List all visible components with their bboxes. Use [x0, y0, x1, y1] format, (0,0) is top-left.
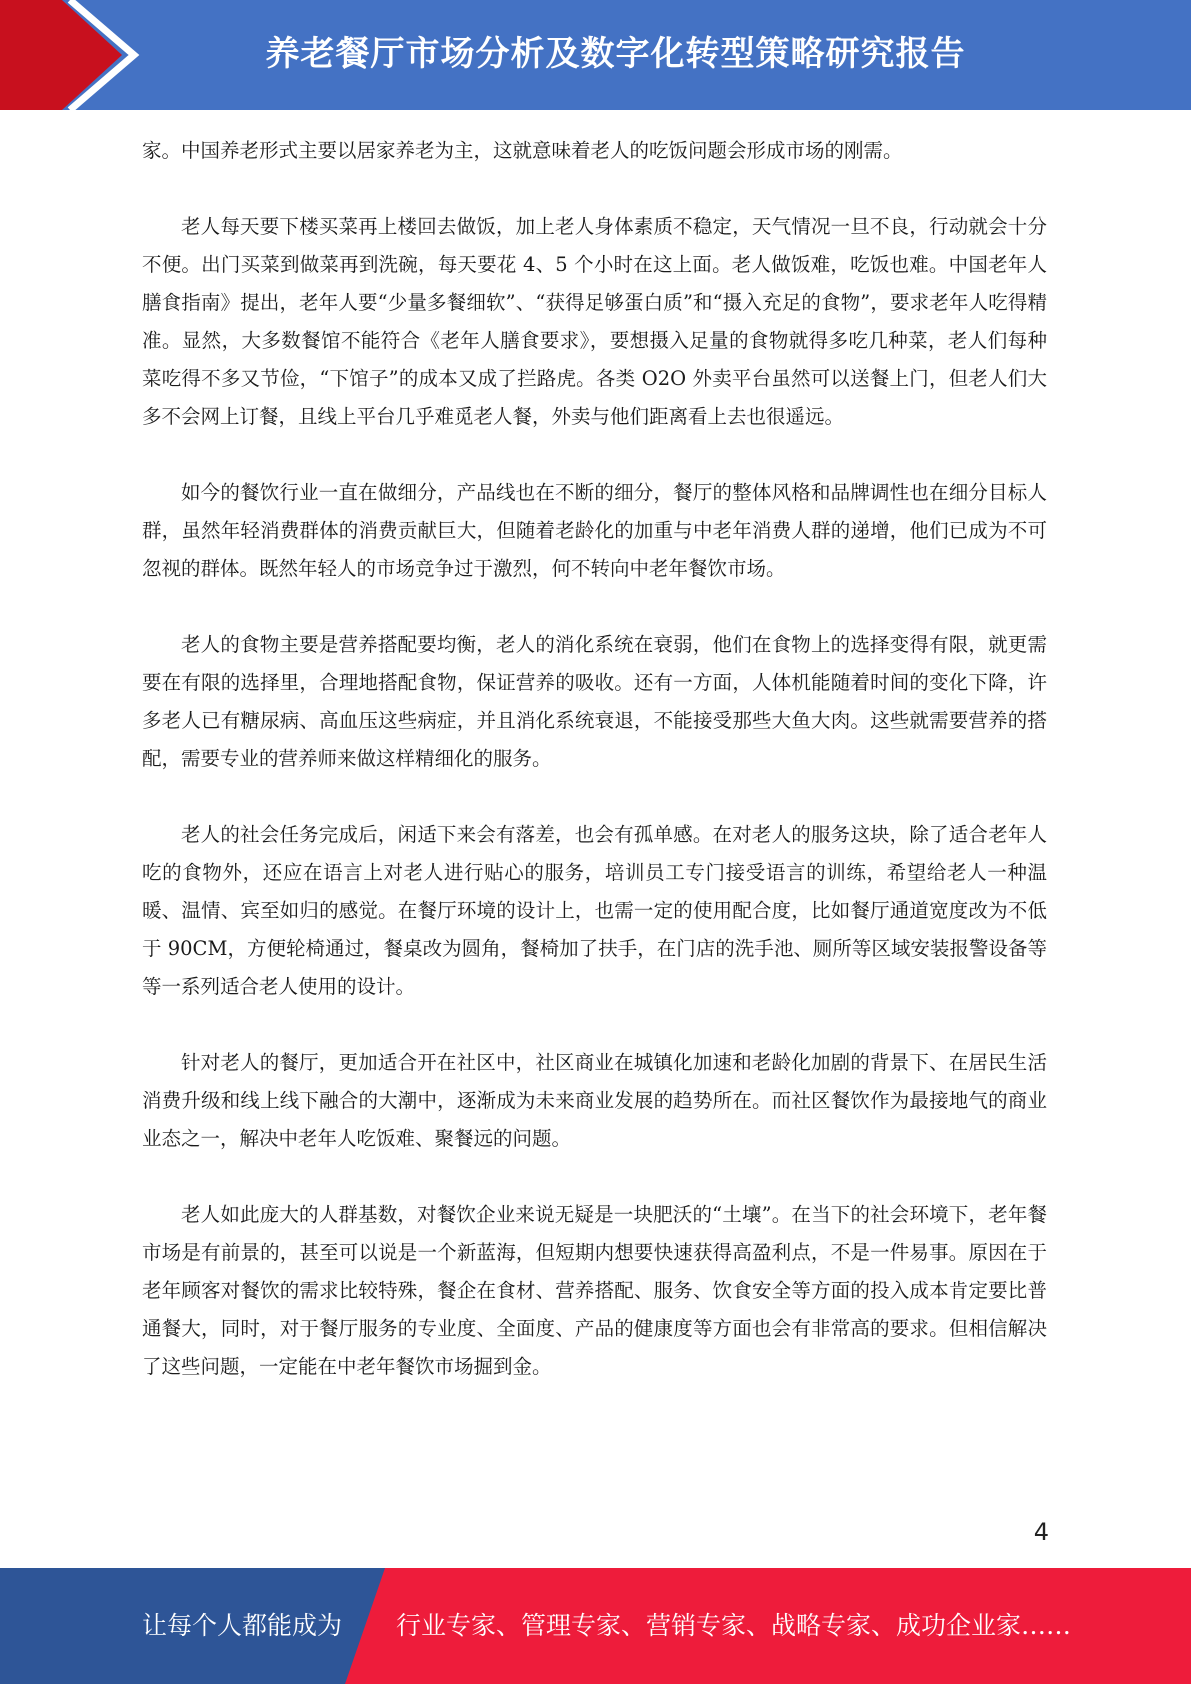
- page-footer: [0, 1568, 1191, 1684]
- paragraph: 老人的社会任务完成后，闲适下来会有落差，也会有孤单感。在对老人的服务这块，除了适合老年人吃的食物外，还应在语言上对老人进行贴心的服务，培训员工专门接受语言的训练，希望给老人一种温暖、温情、宾至如归的感觉。在餐厅环境的设计上，也需一定的使用配合度，比如餐厅通道宽度改为不低于 90CM，方便轮椅通过，餐桌改为圆角，餐椅加了扶手，在门店的洗手池、厕所等区域安装报警设备等等一系列适合老人使用的设计。: [142, 823, 1047, 998]
- paragraph: 老人的食物主要是营养搭配要均衡，老人的消化系统在衰弱，他们在食物上的选择变得有限，就更需要在有限的选择里，合理地搭配食物，保证营养的吸收。还有一方面，人体机能随着时间的变化下降，许多老人已有糖尿病、高血压这些病症，并且消化系统衰退，不能接受那些大鱼大肉。这些就需要营养的搭配，需要专业的营养师来做这样精细化的服务。: [142, 633, 1047, 770]
- report-title: 养老餐厅市场分析及数字化转型策略研究报告: [265, 34, 966, 74]
- arrow-chevron-icon: [0, 0, 160, 110]
- footer-slogan-left: 让每个人都能成为: [142, 1611, 343, 1640]
- paragraph: 老人每天要下楼买菜再上楼回去做饭，加上老人身体素质不稳定，天气情况一旦不良，行动就会十分不便。出门买菜到做菜再到洗碗，每天要花 4、5 个小时在这上面。老人做饭难，吃饭也难。中国老年人膳食指南》提出，老年人要“少量多餐细软”、“获得足够蛋白质”和“摄入充足的食物”，要求老年人吃得精准。显然，大多数餐馆不能符合《老年人膳食要求》，要想摄入足量的食物就得多吃几种菜，老人们每种菜吃得不多又节俭，“下馆子”的成本又成了拦路虎。各类 O2O 外卖平台虽然可以送餐上门，但老人们大多不会网上订餐，且线上平台几乎难觅老人餐，外卖与他们距离看上去也很遥远。: [142, 215, 1047, 428]
- document-body: [142, 132, 1047, 1424]
- paragraph: 老人如此庞大的人群基数，对餐饮企业来说无疑是一块肥沃的“土壤”。在当下的社会环境下，老年餐市场是有前景的，甚至可以说是一个新蓝海，但短期内想要快速获得高盈利点，不是一件易事。原因在于老年顾客对餐饮的需求比较特殊，餐企在食材、营养搭配、服务、饮食安全等方面的投入成本肯定要比普通餐大，同时，对于餐厅服务的专业度、全面度、产品的健康度等方面也会有非常高的要求。但相信解决了这些问题，一定能在中老年餐饮市场掘到金。: [142, 1203, 1047, 1378]
- page-header: [0, 0, 1191, 110]
- footer-slogan-right: 行业专家、管理专家、营销专家、战略专家、成功企业家……: [396, 1611, 1072, 1640]
- paragraph: 针对老人的餐厅，更加适合开在社区中，社区商业在城镇化加速和老龄化加剧的背景下、在居民生活消费升级和线上线下融合的大潮中，逐渐成为未来商业发展的趋势所在。而社区餐饮作为最接地气的商业业态之一，解决中老年人吃饭难、聚餐远的问题。: [142, 1051, 1047, 1150]
- page-number: 4: [1033, 1518, 1049, 1546]
- paragraph: 家。中国养老形式主要以居家养老为主，这就意味着老人的吃饭问题会形成市场的刚需。: [142, 139, 903, 162]
- paragraph: 如今的餐饮行业一直在做细分，产品线也在不断的细分，餐厅的整体风格和品牌调性也在细分目标人群，虽然年轻消费群体的消费贡献巨大，但随着老龄化的加重与中老年消费人群的递增，他们已成为不可忽视的群体。既然年轻人的市场竞争过于激烈，何不转向中老年餐饮市场。: [142, 481, 1047, 580]
